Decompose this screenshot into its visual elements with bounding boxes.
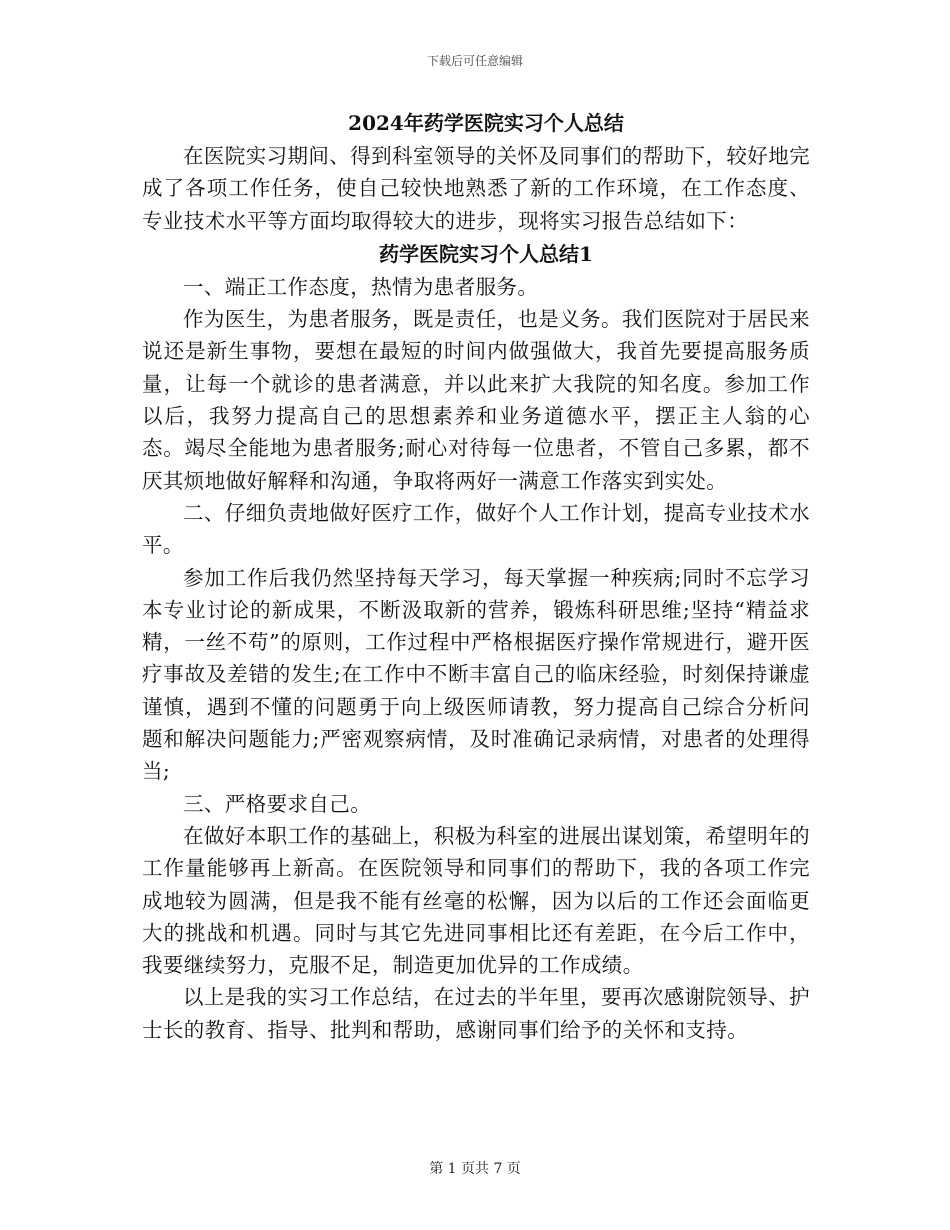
heading-paragraph-1: 一、端正工作态度，热情为患者服务。 <box>183 274 539 299</box>
page-header-note: 下载后可任意编辑 <box>426 54 523 68</box>
body-paragraph-1: 作为医生，为患者服务，既是责任，也是义务。我们医院对于居民来说还是新生事物，要想在最短的时间内做强做大，我首先要提高服务质量，让每一个就诊的患者满意，并以此来扩大我院的知名度。参加工作以后，我努力提高自己的思想素养和业务道德水平，摆正主人翁的心态。竭尽全能地为患者服务;耐心对待每一位患者，不管自己多累，都不厌其烦地做好解释和沟通，争取将两好一满意工作落实到实处。 <box>142 307 810 493</box>
heading-paragraph-3: 三、严格要求自己。 <box>183 791 372 816</box>
document-title: 2024年药学医院实习个人总结 <box>348 111 624 135</box>
body-paragraph-3: 在做好本职工作的基础上，积极为科室的进展出谋划策，希望明年的工作量能够再上新高。在医院领导和同事们的帮助下，我的各项工作完成地较为圆满，但是我不能有丝毫的松懈，因为以后的工作还会面临更大的挑战和机遇。同时与其它先进同事相比还有差距，在今后工作中，我要继续努力，克服不足，制造更加优异的工作成绩。 <box>142 823 810 978</box>
section-title: 药学医院实习个人总结1 <box>379 241 593 266</box>
page-number-footer: 第 1 页共 7 页 <box>429 1161 521 1177</box>
heading-paragraph-2: 二、仔细负责地做好医疗工作，做好个人工作计划，提高专业技术水平。 <box>142 500 810 558</box>
body-paragraph-2: 参加工作后我仍然坚持每天学习，每天掌握一种疾病;同时不忘学习本专业讨论的新成果，不断汲取新的营养，锻炼科研思维;坚持“精益求精，一丝不苟”的原则，工作过程中严格根据医疗操作常规进行，避开医疗事故及差错的发生;在工作中不断丰富自己的临床经验，时刻保持谦虚谨慎，遇到不懂的问题勇于向上级医师请教，努力提高自己综合分析问题和解决问题能力;严密观察病情，及时准确记录病情，对患者的处理得当; <box>142 565 810 784</box>
document-body <box>142 106 810 1046</box>
closing-paragraph: 以上是我的实习工作总结，在过去的半年里，要再次感谢院领导、护士长的教育、指导、批判和帮助，感谢同事们给予的关怀和支持。 <box>142 985 810 1042</box>
intro-paragraph: 在医院实习期间、得到科室领导的关怀及同事们的帮助下，较好地完成了各项工作任务，使自己较快地熟悉了新的工作环境，在工作态度、专业技术水平等方面均取得较大的进步，现将实习报告总结如下： <box>142 144 810 233</box>
